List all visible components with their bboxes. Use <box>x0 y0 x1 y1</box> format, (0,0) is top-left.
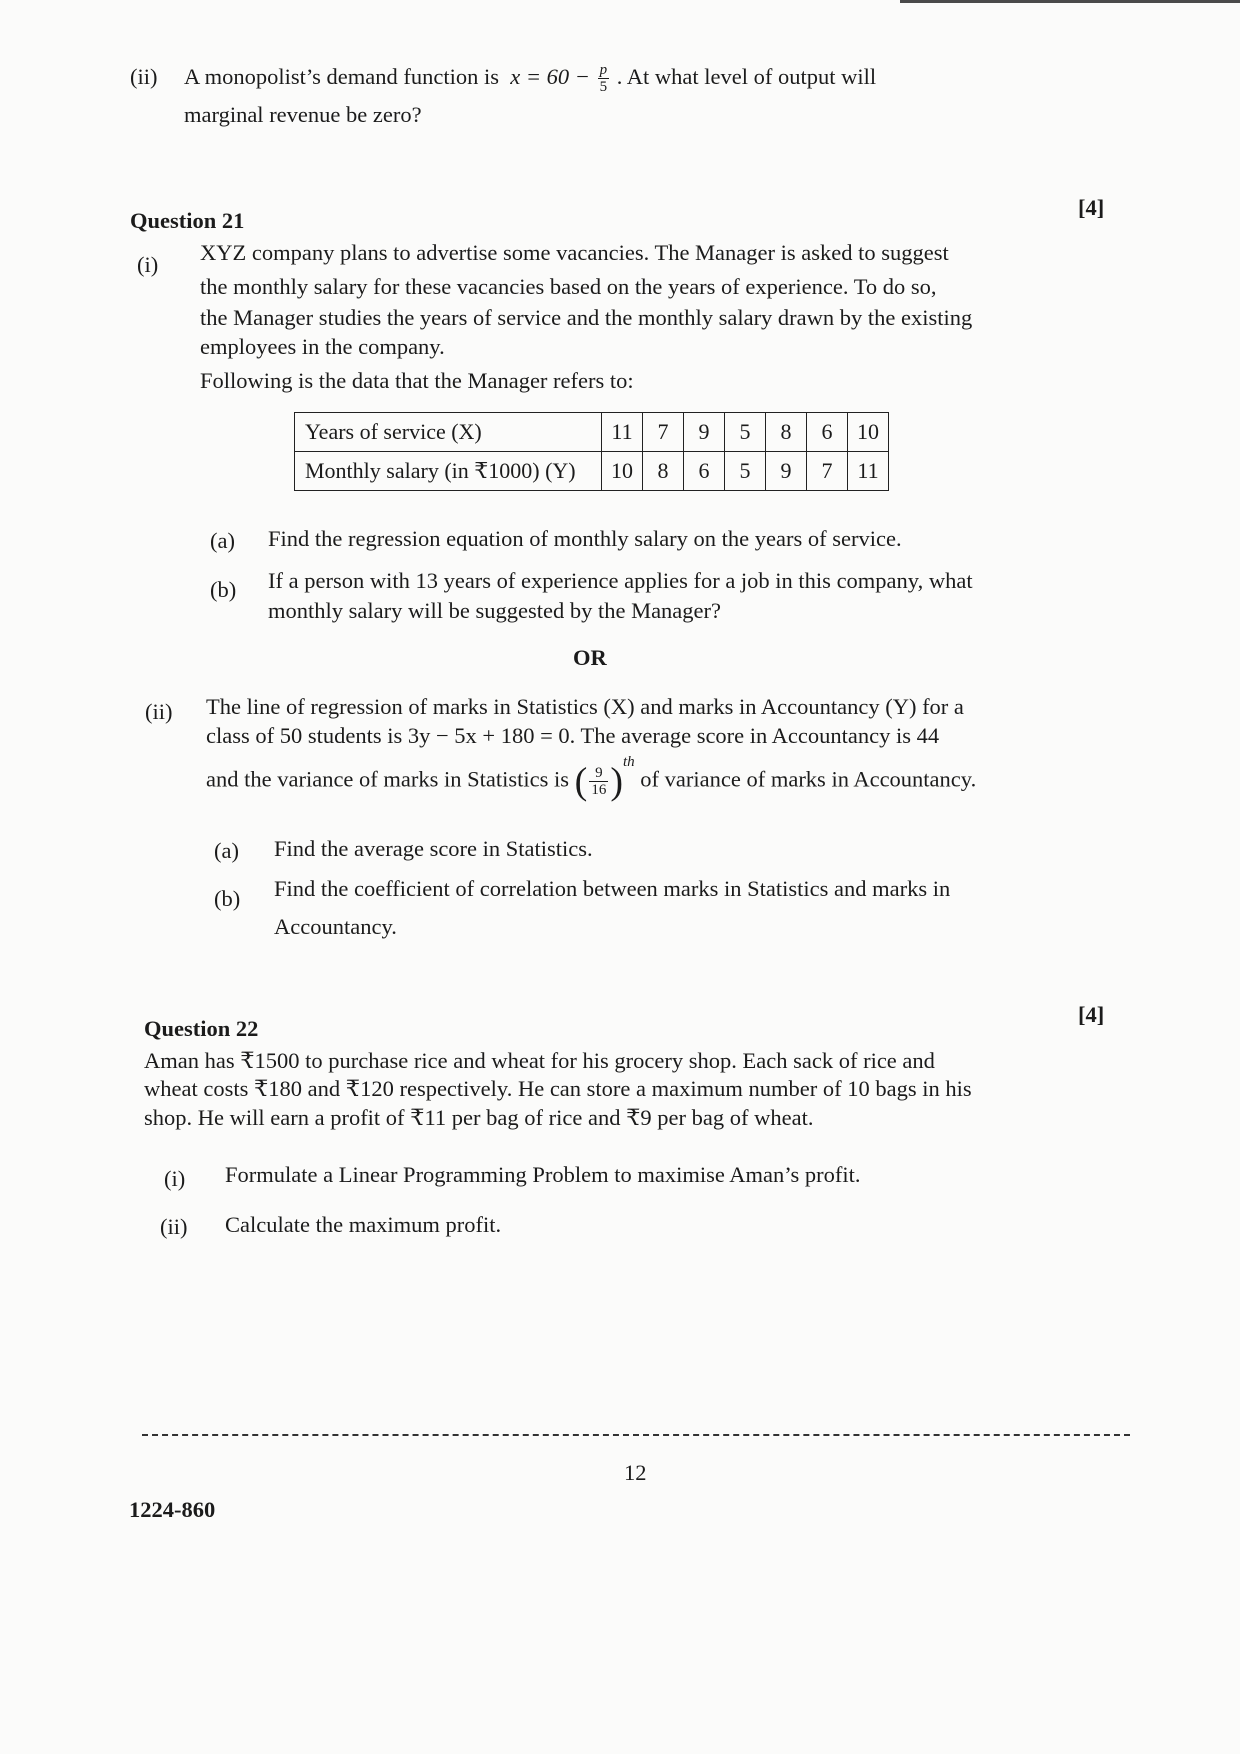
table-cell: 10 <box>848 413 889 452</box>
table-row-salary <box>295 452 889 491</box>
or-separator: OR <box>573 645 607 670</box>
q20-equation: x = 60 − <box>510 64 590 89</box>
q21-part1-sub-a: Find the regression equation of monthly salary on the years of service. <box>268 526 902 551</box>
q21-part1-line3: the Manager studies the years of service and the monthly salary drawn by the existing <box>200 305 973 330</box>
q20-text-before: A monopolist’s demand function is <box>184 64 499 89</box>
q21-part1-sub-b-line2: monthly salary will be suggested by the Manager? <box>268 598 722 623</box>
q21-part2-sub-a: Find the average score in Statistics. <box>274 836 593 861</box>
q21-part2-line3-after: of variance of marks in Accountancy. <box>640 766 977 792</box>
table-cell: 11 <box>602 413 643 452</box>
table-cell: 7 <box>807 452 848 491</box>
table-cell: 9 <box>766 452 807 491</box>
q22-sub-ii: Calculate the maximum profit. <box>225 1212 502 1237</box>
row-label-salary: Monthly salary (in ₹1000) (Y) <box>295 452 602 491</box>
q22-title: Question 22 <box>144 1016 259 1041</box>
row-label-years: Years of service (X) <box>295 413 602 452</box>
q21-part1-lead: Following is the data that the Manager refers to: <box>200 368 634 393</box>
q20-line2: marginal revenue be zero? <box>184 102 422 127</box>
table-row-years <box>295 413 889 452</box>
table-cell: 8 <box>766 413 807 452</box>
variance-fraction: $\frac{9}{16}$ <box>591 764 607 798</box>
q22-sub-ii-label: (ii) <box>160 1214 188 1239</box>
table-cell: 5 <box>725 452 766 491</box>
q21-part1-line1: XYZ company plans to advertise some vacancies. The Manager is asked to suggest <box>200 240 949 265</box>
q22-sub-i-label: (i) <box>164 1166 186 1191</box>
q21-part2-sub-a-label: (a) <box>214 838 239 863</box>
q21-part2-sub-b-label: (b) <box>214 886 241 911</box>
q21-part2-sub-b-line2: Accountancy. <box>274 914 397 939</box>
q21-part2-line3-before: and the variance of marks in Statistics is <box>206 766 570 792</box>
q20-fraction: $\frac{p}{5}$ <box>599 62 608 96</box>
table-cell: 10 <box>602 452 643 491</box>
table-cell: 6 <box>684 452 725 491</box>
q21-part2-label: (ii) <box>145 699 173 724</box>
paper-code: 1224-860 <box>129 1497 216 1522</box>
q20-text-after: . At what level of output will <box>616 64 877 89</box>
q22-marks: [4] <box>1078 1002 1105 1027</box>
q21-part2-sub-b-line1: Find the coefficient of correlation between marks in Statistics and marks in <box>274 876 951 901</box>
table-cell: 8 <box>643 452 684 491</box>
q22-line2: wheat costs ₹180 and ₹120 respectively. He can store a maximum number of 10 bags in his <box>144 1076 972 1101</box>
table-cell: 5 <box>725 413 766 452</box>
q21-part1-sub-b-label: (b) <box>210 577 237 602</box>
table-cell: 11 <box>848 452 889 491</box>
q21-part2-line1: The line of regression of marks in Statistics (X) and marks in Accountancy (Y) for a <box>206 694 964 719</box>
q22-sub-i: Formulate a Linear Programming Problem to maximise Aman’s profit. <box>225 1162 861 1187</box>
superscript-th: th <box>622 754 635 770</box>
table-cell: 7 <box>643 413 684 452</box>
q21-title: Question 21 <box>130 208 245 233</box>
q21-part1-sub-b-line1: If a person with 13 years of experience applies for a job in this company, what <box>268 568 973 593</box>
table-cell: 9 <box>684 413 725 452</box>
page-number: 12 <box>624 1460 647 1485</box>
q21-part2-line2: class of 50 students is 3y − 5x + 180 = 0. The average score in Accountancy is 44 <box>206 723 940 748</box>
q22-line1: Aman has ₹1500 to purchase rice and wheat for his grocery shop. Each sack of rice and <box>144 1048 935 1073</box>
table-cell: 6 <box>807 413 848 452</box>
q20-line1 <box>184 62 1044 95</box>
q21-part1-sub-a-label: (a) <box>210 528 235 553</box>
q20-label: (ii) <box>130 64 158 89</box>
q21-part1-label: (i) <box>137 252 159 277</box>
q21-part1-line4: employees in the company. <box>200 334 445 359</box>
q21-part1-line2: the monthly salary for these vacancies based on the years of experience. To do so, <box>200 274 937 299</box>
salary-data-table <box>294 412 889 491</box>
q21-marks: [4] <box>1078 195 1105 220</box>
scan-edge-mark <box>900 0 1240 3</box>
q21-part2-line3: and the variance of marks in Statistics is ( $\frac{9}{16}$ )$^{th}$ of variance of marks in Accountancy. <box>206 754 977 803</box>
footer-dashed-rule <box>142 1434 1130 1436</box>
q22-line3: shop. He will earn a profit of ₹11 per bag of rice and ₹9 per bag of wheat. <box>144 1105 814 1130</box>
